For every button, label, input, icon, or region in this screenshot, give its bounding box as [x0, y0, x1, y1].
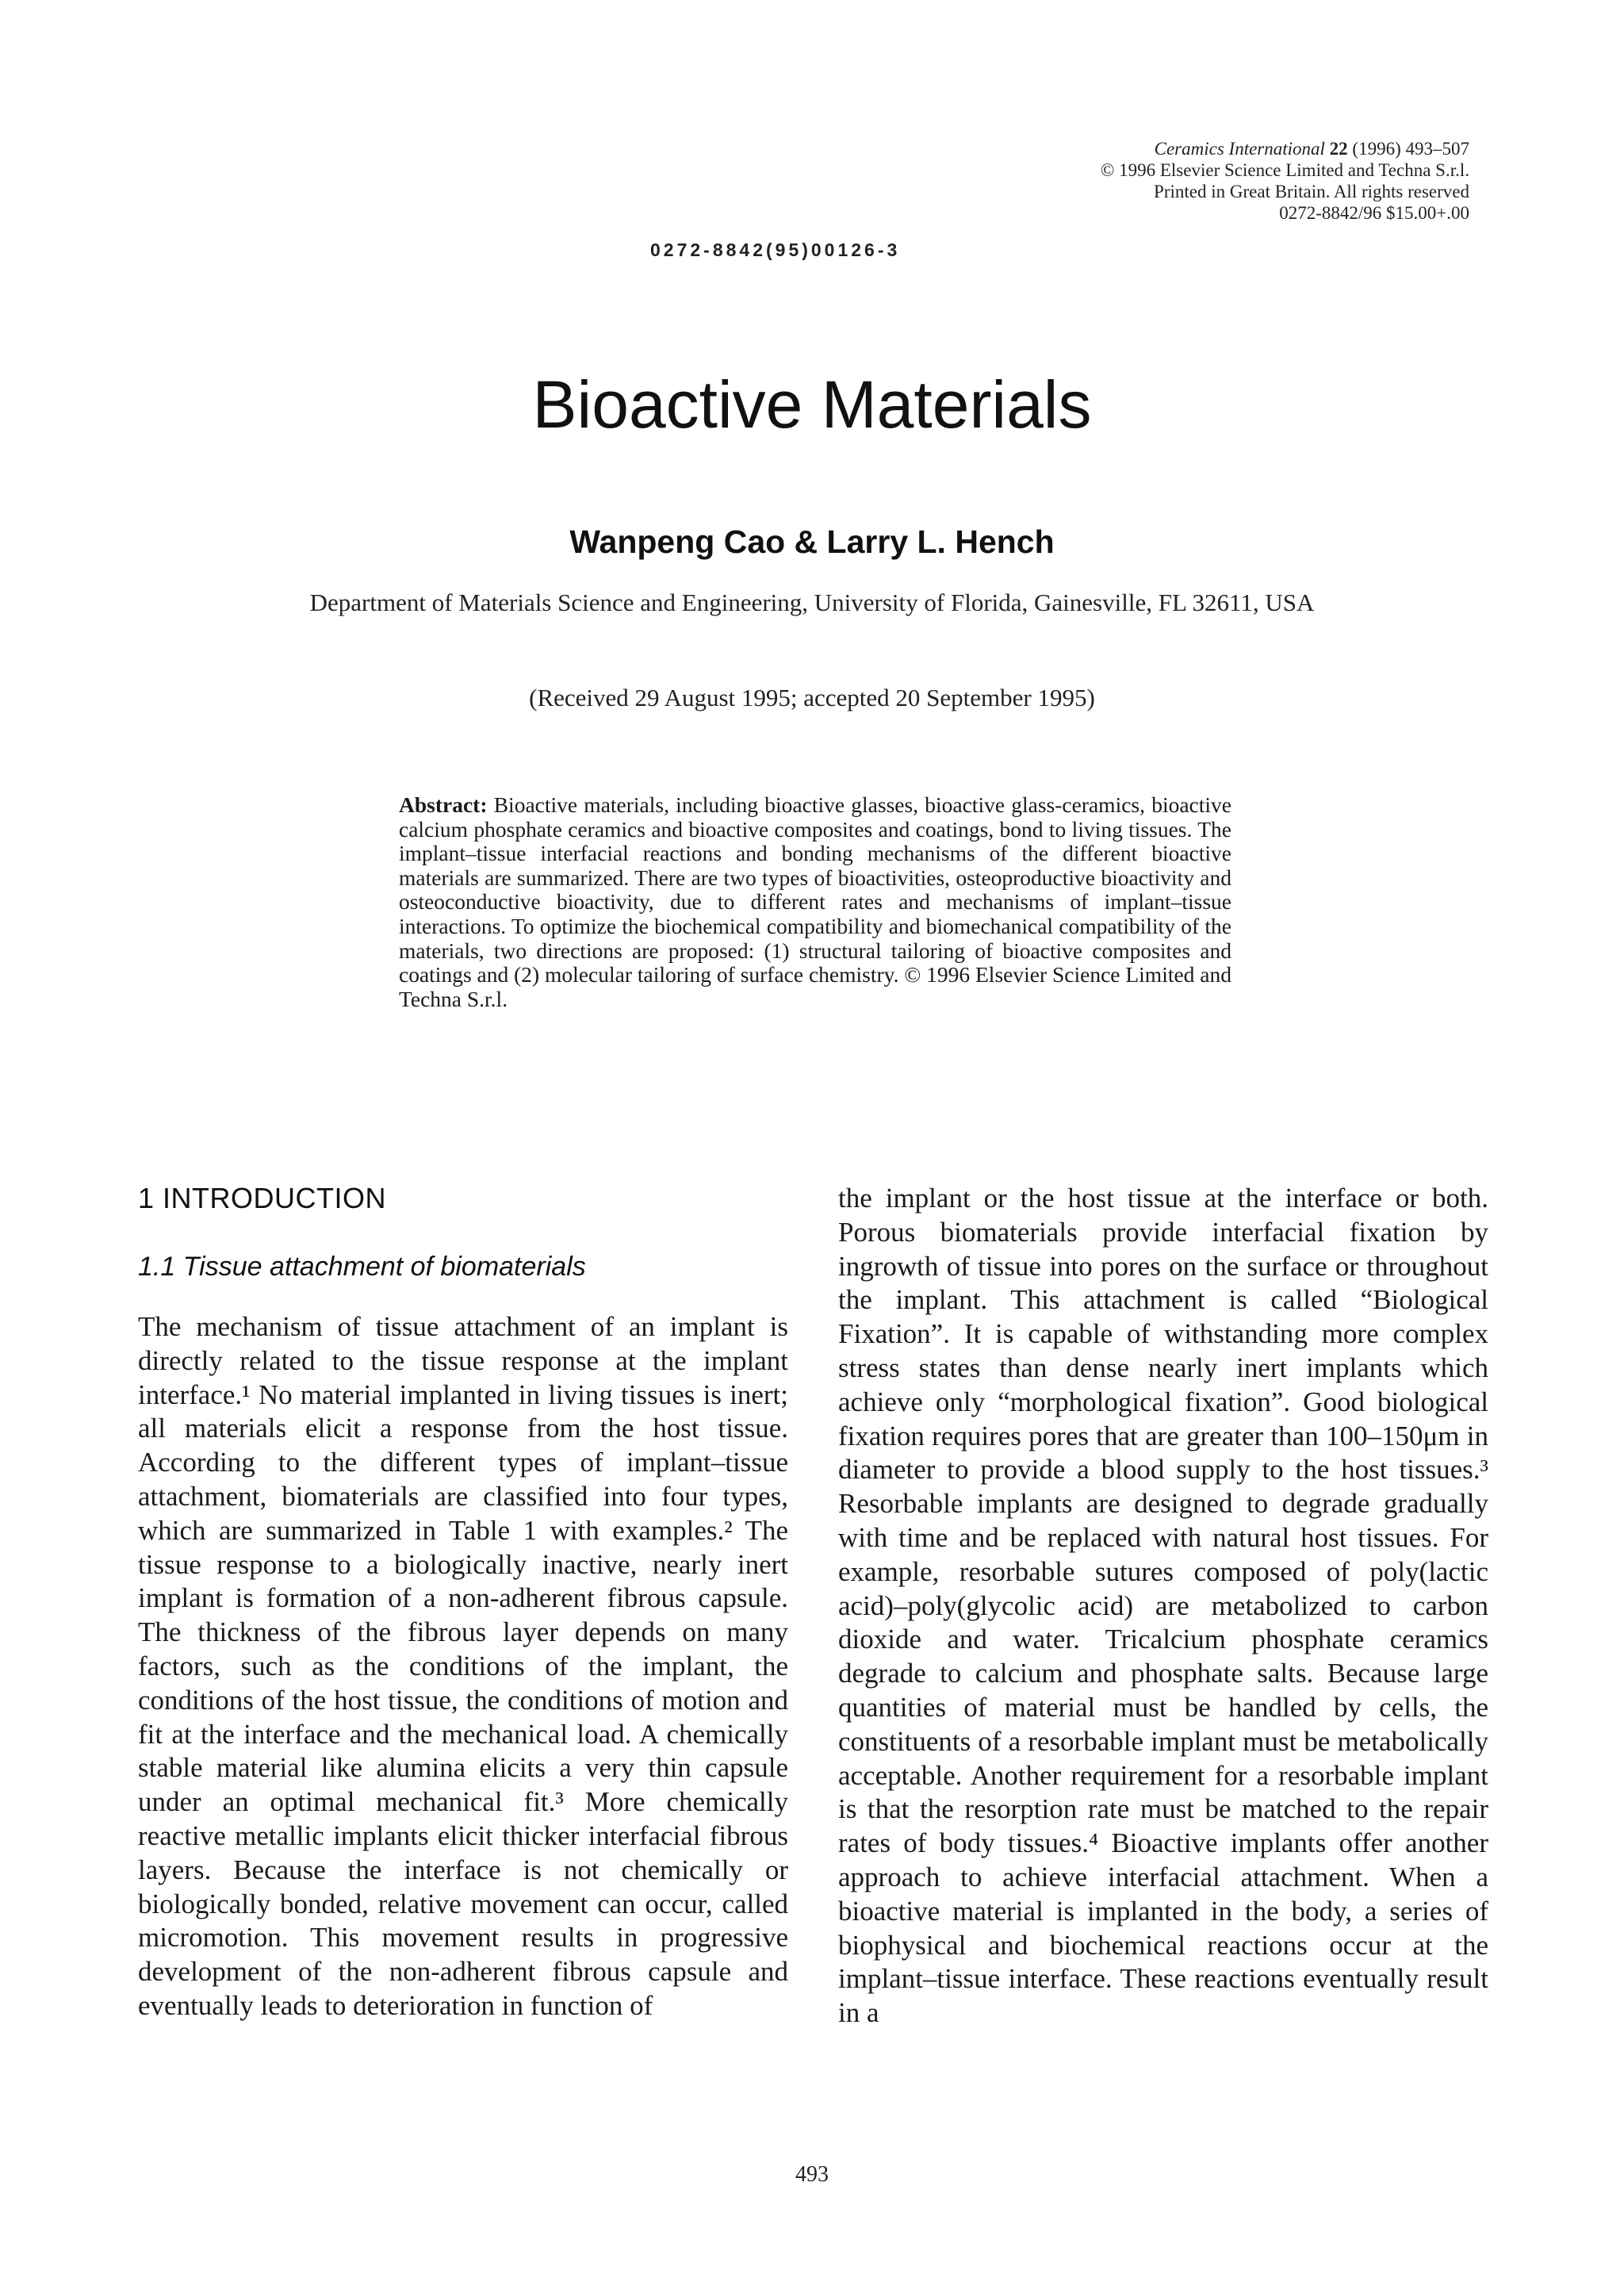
journal-info	[1025, 138, 1469, 224]
abstract-text: Bioactive materials, including bioactive glasses, bioactive glass-ceramics, bioactive calcium phosphate ceramics and bioactive composites and coatings, bond to living tissues. The implant–tissue interfacial reactions and bonding mechanisms of the different bioactive materials are summarized. There are two types of bioactivities, osteoproductive bioactivity and osteoconductive bioactivity, due to different rates and mechanisms of implant–tissue interactions. To optimize the biochemical compatibility and biomechanical compatibility of the materials, two directions are proposed: (1) structural tailoring of bioactive composites and coatings and (2) molecular tailoring of surface chemistry. © 1996 Elsevier Science Limited and Techna S.r.l.	[399, 792, 1232, 1011]
received-dates: (Received 29 August 1995; accepted 20 September 1995)	[529, 684, 1095, 711]
journal-name: Ceramics International	[1154, 139, 1325, 159]
right-column-text: the implant or the host tissue at the interface or both. Porous biomaterials provide interfacial fixation by ingrowth of tissue into pores on the surface or throughout the implant. This attachment is called “Biological Fixation”. It is capable of withstanding more complex stress states than dense nearly inert implants which achieve only “morphological fixation”. Good biological fixation requires pores that are greater than 100–150μm in diameter to provide a blood supply to the host tissues.³ Resorbable implants are designed to degrade gradually with time and be replaced with natural host tissues. For example, resorbable sutures composed of poly(lactic acid)–poly(glycolic acid) are metabolized to carbon dioxide and water. Tricalcium phosphate ceramics degrade to calcium and phosphate salts. Because large quantities of material must be handled by cells, the constituents of a resorbable implant must be metabolically acceptable. Another requirement for a resorbable implant is that the resorption rate must be matched to the repair rates of body tissues.⁴ Bioactive implants offer another approach to achieve interfacial attachment. When a bioactive material is implanted in the body, a series of biophysical and biochemical reactions occur at the implant–tissue interface. These reactions eventually result in a	[838, 1183, 1488, 2029]
copyright-line: © 1996 Elsevier Science Limited and Techna S.r.l.	[1100, 160, 1469, 180]
paper-authors: Wanpeng Cao & Larry L. Hench	[569, 523, 1055, 560]
paper-title: Bioactive Materials	[532, 367, 1092, 442]
issn-price: 0272-8842/96 $15.00+.00	[1279, 203, 1469, 223]
journal-volume: 22	[1329, 139, 1348, 159]
abstract	[399, 793, 1231, 1011]
journal-citation	[1025, 138, 1469, 159]
left-column-text: The mechanism of tissue attachment of an implant is directly related to the tissue response at the implant interface.¹ No material implanted in living tissues is inert; all materials elicit a response from the host tissue. According to the different types of implant–tissue attachment, biomaterials are classified into four types, which are summarized in Table 1 with examples.² The tissue response to a biologically inactive, nearly inert implant is formation of a non-adherent fibrous capsule. The thickness of the fibrous layer depends on many factors, such as the conditions of the implant, the conditions of the host tissue, the conditions of motion and fit at the interface and the mechanical load. A chemically stable material like alumina elicits a very thin capsule under an optimal mechanical fit.³ More chemically reactive metallic implants elicit thicker interfacial fibrous layers. Because the interface is not chemically or biologically bonded, relative movement can occur, called micromotion. This movement results in progressive development of the non-adherent fibrous capsule and eventually leads to deterioration in function of	[138, 1311, 788, 2021]
subsection-heading: 1.1 Tissue attachment of biomaterials	[138, 1252, 586, 1282]
abstract-label: Abstract:	[399, 792, 488, 817]
journal-year-pages: (1996) 493–507	[1352, 139, 1469, 159]
section-heading: 1 INTRODUCTION	[138, 1182, 386, 1214]
author-affiliation: Department of Materials Science and Engineering, University of Florida, Gainesville, FL 32611, USA	[309, 589, 1315, 616]
page-number: 493	[795, 2162, 829, 2187]
article-doi: 0272-8842(95)00126-3	[650, 240, 901, 260]
printed-line: Printed in Great Britain. All rights reserved	[1154, 182, 1469, 201]
